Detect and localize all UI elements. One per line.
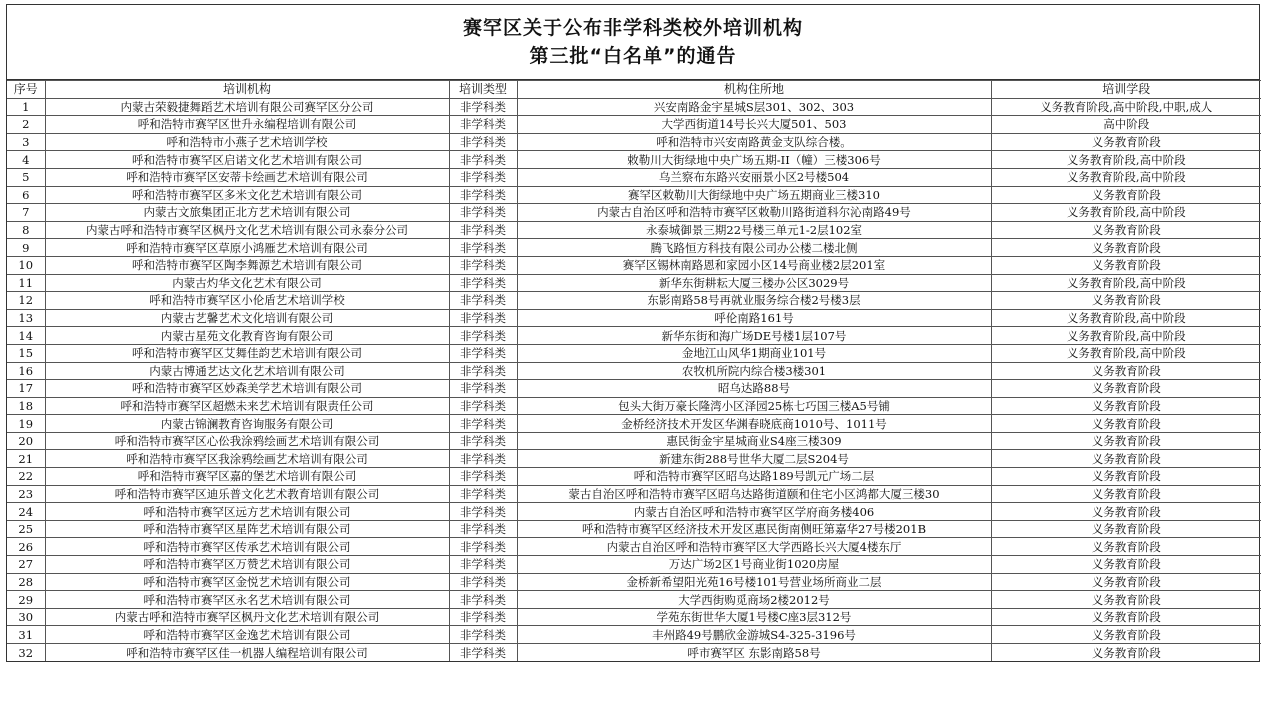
- cell-no: 4: [7, 151, 45, 169]
- cell-addr: 内蒙古自治区呼和浩特市赛罕区敕勒川路街道科尔沁南路49号: [517, 204, 991, 222]
- cell-org: 内蒙古文旅集团正北方艺术培训有限公司: [45, 204, 449, 222]
- cell-addr: 呼和浩特市赛罕区经济技术开发区惠民街南侧旺第嘉华27号楼201B: [517, 520, 991, 538]
- cell-addr: 东影南路58号再就业服务综合楼2号楼3层: [517, 292, 991, 310]
- table-row: [7, 327, 1261, 345]
- cell-stage: 义务教育阶段: [991, 362, 1261, 380]
- cell-type: 非学科类: [449, 344, 517, 362]
- table-row: [7, 292, 1261, 310]
- cell-no: 26: [7, 538, 45, 556]
- table-row: [7, 380, 1261, 398]
- cell-addr: 赛罕区锡林南路恩和家园小区14号商业楼2层201室: [517, 256, 991, 274]
- header-stage: 培训学段: [991, 81, 1261, 99]
- cell-no: 9: [7, 239, 45, 257]
- cell-type: 非学科类: [449, 239, 517, 257]
- cell-type: 非学科类: [449, 450, 517, 468]
- table-row: [7, 626, 1261, 644]
- cell-type: 非学科类: [449, 644, 517, 662]
- cell-stage: 义务教育阶段: [991, 380, 1261, 398]
- cell-no: 22: [7, 468, 45, 486]
- cell-stage: 义务教育阶段: [991, 538, 1261, 556]
- cell-type: 非学科类: [449, 415, 517, 433]
- cell-type: 非学科类: [449, 362, 517, 380]
- cell-no: 10: [7, 256, 45, 274]
- cell-org: 呼和浩特市赛罕区远方艺术培训有限公司: [45, 503, 449, 521]
- cell-no: 16: [7, 362, 45, 380]
- table-row: [7, 591, 1261, 609]
- table-header-row: [7, 81, 1261, 99]
- cell-addr: 包头大街万豪长隆湾小区泽园25栋七巧国三楼A5号铺: [517, 397, 991, 415]
- notice-sheet: [6, 4, 1260, 662]
- cell-no: 17: [7, 380, 45, 398]
- cell-type: 非学科类: [449, 98, 517, 116]
- cell-type: 非学科类: [449, 309, 517, 327]
- cell-no: 7: [7, 204, 45, 222]
- cell-stage: 义务教育阶段,高中阶段: [991, 274, 1261, 292]
- cell-type: 非学科类: [449, 468, 517, 486]
- table-row: [7, 538, 1261, 556]
- cell-addr: 赛罕区敕勒川大街绿地中央广场五期商业三楼310: [517, 186, 991, 204]
- cell-type: 非学科类: [449, 520, 517, 538]
- cell-addr: 学苑东街世华大厦1号楼C座3层312号: [517, 608, 991, 626]
- notice-title: [7, 5, 1259, 80]
- cell-no: 27: [7, 556, 45, 574]
- cell-stage: 义务教育阶段: [991, 626, 1261, 644]
- cell-stage: 义务教育阶段,高中阶段: [991, 151, 1261, 169]
- cell-org: 内蒙古呼和浩特市赛罕区枫丹文化艺术培训有限公司: [45, 608, 449, 626]
- cell-addr: 金桥经济技术开发区华渊春晓底商1010号、1011号: [517, 415, 991, 433]
- cell-no: 24: [7, 503, 45, 521]
- table-row: [7, 644, 1261, 662]
- cell-no: 8: [7, 221, 45, 239]
- table-row: [7, 432, 1261, 450]
- cell-stage: 义务教育阶段: [991, 397, 1261, 415]
- cell-type: 非学科类: [449, 503, 517, 521]
- table-row: [7, 151, 1261, 169]
- table-row: [7, 168, 1261, 186]
- cell-type: 非学科类: [449, 591, 517, 609]
- cell-org: 呼和浩特市赛罕区万赞艺术培训有限公司: [45, 556, 449, 574]
- cell-org: 呼和浩特市赛罕区迪乐普文化艺术教育培训有限公司: [45, 485, 449, 503]
- cell-org: 呼和浩特市赛罕区嘉的堡艺术培训有限公司: [45, 468, 449, 486]
- cell-org: 呼和浩特市赛罕区金逸艺术培训有限公司: [45, 626, 449, 644]
- table-row: [7, 397, 1261, 415]
- cell-no: 18: [7, 397, 45, 415]
- header-type: 培训类型: [449, 81, 517, 99]
- cell-stage: 高中阶段: [991, 116, 1261, 134]
- cell-org: 内蒙古荣毅捷舞蹈艺术培训有限公司赛罕区分公司: [45, 98, 449, 116]
- cell-addr: 内蒙古自治区呼和浩特市赛罕区学府商务楼406: [517, 503, 991, 521]
- cell-addr: 呼和浩特市兴安南路黄金支队综合楼。: [517, 133, 991, 151]
- header-org: 培训机构: [45, 81, 449, 99]
- cell-addr: 大学西街道14号长兴大厦501、503: [517, 116, 991, 134]
- cell-type: 非学科类: [449, 626, 517, 644]
- cell-addr: 新建东街288号世华大厦二层S204号: [517, 450, 991, 468]
- table-row: [7, 468, 1261, 486]
- table-row: [7, 415, 1261, 433]
- cell-stage: 义务教育阶段,高中阶段: [991, 344, 1261, 362]
- cell-stage: 义务教育阶段: [991, 239, 1261, 257]
- cell-org: 内蒙古艺馨艺术文化培训有限公司: [45, 309, 449, 327]
- cell-no: 12: [7, 292, 45, 310]
- table-row: [7, 256, 1261, 274]
- cell-no: 5: [7, 168, 45, 186]
- table-row: [7, 98, 1261, 116]
- table-row: [7, 520, 1261, 538]
- cell-no: 1: [7, 98, 45, 116]
- cell-stage: 义务教育阶段: [991, 415, 1261, 433]
- cell-org: 呼和浩特市赛罕区我涂鸦绘画艺术培训有限公司: [45, 450, 449, 468]
- cell-org: 呼和浩特市赛罕区艾舞佳韵艺术培训有限公司: [45, 344, 449, 362]
- cell-type: 非学科类: [449, 221, 517, 239]
- table-row: [7, 344, 1261, 362]
- cell-no: 6: [7, 186, 45, 204]
- cell-addr: 兴安南路金宇星城S层301、302、303: [517, 98, 991, 116]
- cell-addr: 昭乌达路88号: [517, 380, 991, 398]
- cell-org: 内蒙古呼和浩特市赛罕区枫丹文化艺术培训有限公司永泰分公司: [45, 221, 449, 239]
- cell-addr: 金桥新希望阳光苑16号楼101号营业场所商业二层: [517, 573, 991, 591]
- cell-type: 非学科类: [449, 573, 517, 591]
- cell-org: 呼和浩特市赛罕区世升永编程培训有限公司: [45, 116, 449, 134]
- cell-stage: 义务教育阶段,高中阶段,中职,成人: [991, 98, 1261, 116]
- table-row: [7, 503, 1261, 521]
- cell-type: 非学科类: [449, 538, 517, 556]
- cell-type: 非学科类: [449, 327, 517, 345]
- cell-addr: 乌兰察布东路兴安丽景小区2号楼504: [517, 168, 991, 186]
- cell-stage: 义务教育阶段: [991, 450, 1261, 468]
- cell-addr: 内蒙古自治区呼和浩特市赛罕区大学西路长兴大厦4楼东厅: [517, 538, 991, 556]
- cell-no: 32: [7, 644, 45, 662]
- cell-org: 呼和浩特市赛罕区心伀我涂鸦绘画艺术培训有限公司: [45, 432, 449, 450]
- cell-no: 28: [7, 573, 45, 591]
- cell-type: 非学科类: [449, 556, 517, 574]
- cell-org: 呼和浩特市赛罕区超燃未来艺术培训有限责任公司: [45, 397, 449, 415]
- cell-addr: 呼市赛罕区 东影南路58号: [517, 644, 991, 662]
- cell-no: 25: [7, 520, 45, 538]
- cell-addr: 新华东街和海广场DE号楼1层107号: [517, 327, 991, 345]
- cell-stage: 义务教育阶段: [991, 186, 1261, 204]
- cell-stage: 义务教育阶段: [991, 591, 1261, 609]
- cell-org: 内蒙古博通艺达文化艺术培训有限公司: [45, 362, 449, 380]
- cell-stage: 义务教育阶段: [991, 520, 1261, 538]
- table-row: [7, 485, 1261, 503]
- cell-org: 呼和浩特市赛罕区安蒂卡绘画艺术培训有限公司: [45, 168, 449, 186]
- cell-no: 14: [7, 327, 45, 345]
- cell-stage: 义务教育阶段: [991, 432, 1261, 450]
- cell-stage: 义务教育阶段: [991, 644, 1261, 662]
- cell-stage: 义务教育阶段: [991, 133, 1261, 151]
- table-body: [7, 98, 1261, 661]
- table-row: [7, 309, 1261, 327]
- cell-org: 呼和浩特市赛罕区草原小鸿雁艺术培训有限公司: [45, 239, 449, 257]
- cell-stage: 义务教育阶段: [991, 468, 1261, 486]
- cell-org: 呼和浩特市赛罕区佳一机器人编程培训有限公司: [45, 644, 449, 662]
- table-row: [7, 362, 1261, 380]
- cell-org: 呼和浩特市赛罕区永名艺术培训有限公司: [45, 591, 449, 609]
- table-row: [7, 573, 1261, 591]
- cell-stage: 义务教育阶段,高中阶段: [991, 309, 1261, 327]
- cell-type: 非学科类: [449, 432, 517, 450]
- cell-stage: 义务教育阶段: [991, 292, 1261, 310]
- cell-stage: 义务教育阶段: [991, 556, 1261, 574]
- cell-addr: 敕勒川大街绿地中央广场五期-II（幢）三楼306号: [517, 151, 991, 169]
- cell-type: 非学科类: [449, 186, 517, 204]
- table-row: [7, 204, 1261, 222]
- cell-no: 21: [7, 450, 45, 468]
- cell-org: 呼和浩特市赛罕区金悦艺术培训有限公司: [45, 573, 449, 591]
- cell-no: 19: [7, 415, 45, 433]
- cell-org: 内蒙古锦澜教育咨询服务有限公司: [45, 415, 449, 433]
- cell-org: 内蒙古星苑文化教育咨询有限公司: [45, 327, 449, 345]
- cell-stage: 义务教育阶段,高中阶段: [991, 168, 1261, 186]
- cell-org: 内蒙古灼华文化艺术有限公司: [45, 274, 449, 292]
- cell-stage: 义务教育阶段: [991, 573, 1261, 591]
- table-row: [7, 116, 1261, 134]
- cell-org: 呼和浩特市赛罕区传承艺术培训有限公司: [45, 538, 449, 556]
- cell-addr: 呼伦南路161号: [517, 309, 991, 327]
- cell-addr: 丰州路49号鹏欣金游城S4-325-3196号: [517, 626, 991, 644]
- cell-stage: 义务教育阶段: [991, 221, 1261, 239]
- cell-type: 非学科类: [449, 133, 517, 151]
- cell-stage: 义务教育阶段: [991, 503, 1261, 521]
- cell-no: 30: [7, 608, 45, 626]
- cell-no: 3: [7, 133, 45, 151]
- cell-stage: 义务教育阶段: [991, 485, 1261, 503]
- cell-org: 呼和浩特市赛罕区启诺文化艺术培训有限公司: [45, 151, 449, 169]
- cell-stage: 义务教育阶段: [991, 256, 1261, 274]
- cell-no: 31: [7, 626, 45, 644]
- cell-org: 呼和浩特市赛罕区陶李舞源艺术培训有限公司: [45, 256, 449, 274]
- header-no: 序号: [7, 81, 45, 99]
- cell-no: 13: [7, 309, 45, 327]
- cell-type: 非学科类: [449, 116, 517, 134]
- table-row: [7, 450, 1261, 468]
- cell-type: 非学科类: [449, 256, 517, 274]
- cell-org: 呼和浩特市小燕子艺术培训学校: [45, 133, 449, 151]
- cell-no: 23: [7, 485, 45, 503]
- table-row: [7, 133, 1261, 151]
- cell-addr: 永泰城御景三期22号楼三单元1-2层102室: [517, 221, 991, 239]
- cell-type: 非学科类: [449, 151, 517, 169]
- cell-addr: 新华东街耕耘大厦三楼办公区3029号: [517, 274, 991, 292]
- cell-type: 非学科类: [449, 380, 517, 398]
- cell-type: 非学科类: [449, 292, 517, 310]
- cell-addr: 腾飞路恒方科技有限公司办公楼二楼北侧: [517, 239, 991, 257]
- cell-stage: 义务教育阶段,高中阶段: [991, 327, 1261, 345]
- cell-type: 非学科类: [449, 608, 517, 626]
- cell-no: 2: [7, 116, 45, 134]
- cell-no: 11: [7, 274, 45, 292]
- table-row: [7, 186, 1261, 204]
- whitelist-table: [7, 80, 1261, 661]
- cell-addr: 万达广场2区1号商业街1020房屋: [517, 556, 991, 574]
- cell-no: 15: [7, 344, 45, 362]
- cell-type: 非学科类: [449, 485, 517, 503]
- cell-addr: 大学西街购觅商场2楼2012号: [517, 591, 991, 609]
- cell-stage: 义务教育阶段: [991, 608, 1261, 626]
- cell-no: 20: [7, 432, 45, 450]
- title-line-1: 赛罕区关于公布非学科类校外培训机构: [462, 17, 803, 39]
- cell-org: 呼和浩特市赛罕区妙森美学艺术培训有限公司: [45, 380, 449, 398]
- cell-stage: 义务教育阶段,高中阶段: [991, 204, 1261, 222]
- cell-addr: 农牧机所院内综合楼3楼301: [517, 362, 991, 380]
- cell-addr: 蒙古自治区呼和浩特市赛罕区昭乌达路街道颐和住宅小区鸿都大厦三楼30: [517, 485, 991, 503]
- cell-addr: 惠民街金宇星城商业S4座三楼309: [517, 432, 991, 450]
- table-row: [7, 274, 1261, 292]
- cell-type: 非学科类: [449, 204, 517, 222]
- table-row: [7, 556, 1261, 574]
- table-row: [7, 221, 1261, 239]
- table-row: [7, 608, 1261, 626]
- cell-org: 呼和浩特市赛罕区小伦盾艺术培训学校: [45, 292, 449, 310]
- cell-no: 29: [7, 591, 45, 609]
- table-row: [7, 239, 1261, 257]
- cell-type: 非学科类: [449, 168, 517, 186]
- cell-org: 呼和浩特市赛罕区多米文化艺术培训有限公司: [45, 186, 449, 204]
- cell-org: 呼和浩特市赛罕区星阵艺术培训有限公司: [45, 520, 449, 538]
- header-addr: 机构住所地: [517, 81, 991, 99]
- cell-addr: 金地江山风华1期商业101号: [517, 344, 991, 362]
- cell-addr: 呼和浩特市赛罕区昭乌达路189号凯元广场二层: [517, 468, 991, 486]
- title-line-2: 第三批“白名单”的通告: [529, 45, 737, 67]
- cell-type: 非学科类: [449, 274, 517, 292]
- cell-type: 非学科类: [449, 397, 517, 415]
